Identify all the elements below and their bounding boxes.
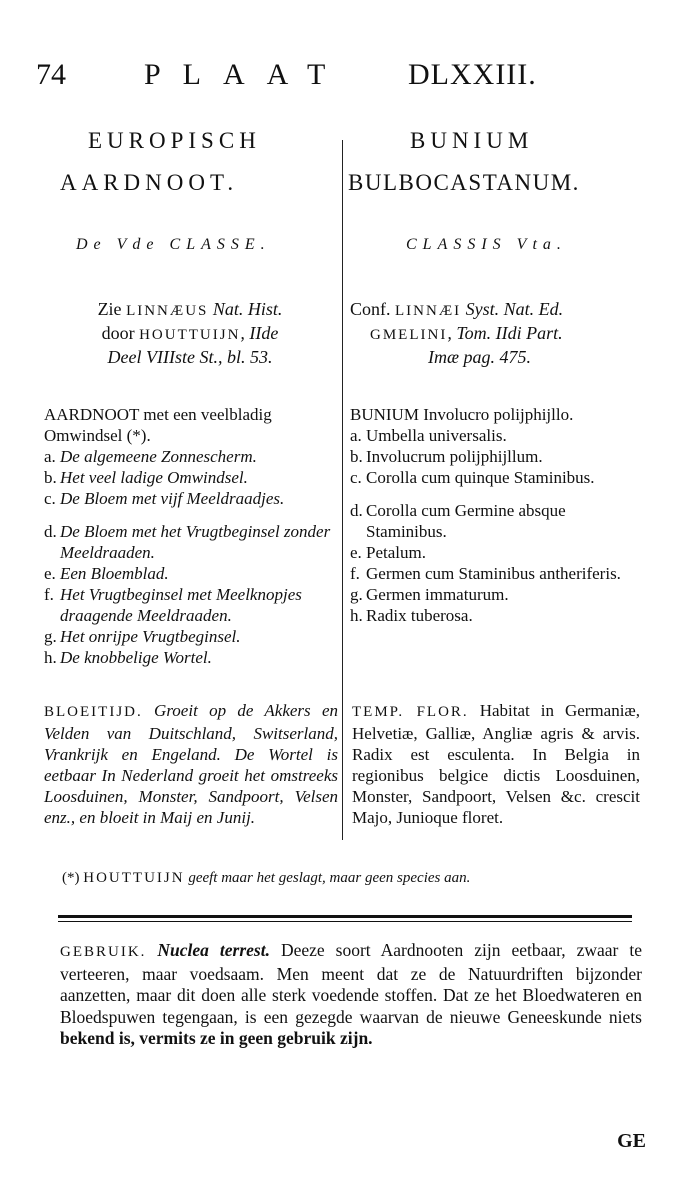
bloei-text: Groeit op de Akkers en Velden van Duitschland, Switserland, Vrankrijk en Engeland. De Wortel is eetbaar In Nederland groeit het omstreeks Loosduinen, Monster, Sandpoort, Velsen enz., en bloeit in Maij en Junij. <box>44 701 338 827</box>
left-list-item <box>44 563 336 584</box>
right-item-text: Radix tuberosa. <box>366 606 473 625</box>
right-item-letter: g. <box>350 585 363 604</box>
right-list-item <box>350 584 642 605</box>
right-title-line2: BULBOCASTANUM. <box>348 170 580 195</box>
left-item-text: De algemeene Zonnescherm. <box>60 447 257 466</box>
gebruik-latin: Nuclea terrest. <box>157 940 270 960</box>
left-list-item <box>44 446 336 467</box>
left-list-item <box>44 404 336 446</box>
right-item-text: Corolla cum Germine absque Staminibus. <box>366 501 566 541</box>
left-classe: De Vde CLASSE. <box>76 236 271 253</box>
right-list-item <box>350 563 642 584</box>
right-reference <box>350 298 642 368</box>
left-item-text: Een Bloemblad. <box>60 564 169 583</box>
right-item-letter: d. <box>350 501 363 520</box>
right-item-letter: f. <box>350 564 360 583</box>
left-ref-author: LINNÆUS <box>126 303 209 319</box>
right-item-letter: c. <box>350 468 362 487</box>
left-bloeitijd <box>44 700 338 828</box>
left-item-letter: b. <box>44 468 57 487</box>
left-ref2-author: HOUTTUIJN <box>139 327 241 343</box>
left-list-item <box>44 647 336 668</box>
right-ref2-post: , Tom. IIdi Part. <box>447 323 563 343</box>
right-ref3: Imæ pag. 475. <box>428 347 531 367</box>
left-item-text: Het veel ladige Omwindsel. <box>60 468 248 487</box>
right-list-item <box>350 425 642 446</box>
right-item-text: Petalum. <box>366 543 426 562</box>
right-ref-work: Syst. Nat. Ed. <box>465 299 564 319</box>
plate-label: PLAAT <box>144 58 348 91</box>
right-classis: CLASSIS Vta. <box>406 236 567 253</box>
left-item-text: De Bloem met het Vrugtbeginsel zonder Meeldraaden. <box>60 522 331 562</box>
left-item-text: Het Vrugtbeginsel met Meelknopjes draagende Meeldraaden. <box>60 585 302 625</box>
left-reference <box>44 298 336 368</box>
section-rule-thick <box>58 915 632 918</box>
left-title-line2: AARDNOOT. <box>60 170 239 195</box>
temp-text: Habitat in Germaniæ, Helvetiæ, Galliæ, Angliæ agris & arvis. Radix est esculenta. In Belgia in regionibus belgice dictis Loosduinen, Monster, Sandpoort, Velsen &c. crescit Majo, Junioque floret. <box>352 701 641 827</box>
left-list-item <box>44 521 336 563</box>
right-item-text: Germen cum Staminibus antheriferis. <box>366 564 621 583</box>
right-list-item <box>350 542 642 563</box>
right-list-item <box>350 446 642 467</box>
left-item-text: De knobbelige Wortel. <box>60 648 212 667</box>
right-item-text: Corolla cum quinque Staminibus. <box>366 468 595 487</box>
gebruik-text: Deeze soort Aardnooten zijn eetbaar, zwaar te verteeren, maar voedsaam. Men meent dat ze de Natuurdriften bijzonder aanzetten, maar dit doen alle sterk voedende stoffen. Dat ze het Bloedwateren en Bloedspuwen tegengaan, is een gezegde waarvan de nieuwe Geneeskunde niets <box>60 940 642 1027</box>
right-temp-flor <box>352 700 640 828</box>
temp-label: TEMP. FLOR. <box>352 704 469 720</box>
right-list-item <box>350 467 642 488</box>
right-item-text: Umbella universalis. <box>366 426 507 445</box>
running-header <box>36 58 636 98</box>
right-ref2-author: GMELINI <box>370 327 448 343</box>
bloei-label: BLOEITIJD. <box>44 704 143 720</box>
left-title-line1: EUROPISCH <box>88 128 261 153</box>
page-number: 74 <box>36 58 66 91</box>
right-item-letter: e. <box>350 543 362 562</box>
right-item-text: Involucrum polijphijllum. <box>366 447 543 466</box>
section-rule-thin <box>58 921 632 922</box>
left-ref-pre: Zie <box>97 299 122 319</box>
plate-number: DLXXIII. <box>408 58 537 91</box>
right-title-line1: BUNIUM <box>410 128 534 153</box>
left-list-item <box>44 584 336 626</box>
right-item-text: BUNIUM Involucro polijphijllo. <box>350 405 574 424</box>
footnote <box>62 870 470 887</box>
left-list-item <box>44 626 336 647</box>
right-item-letter: h. <box>350 606 363 625</box>
right-list-item <box>350 404 642 425</box>
left-figure-list <box>44 404 336 668</box>
gebruik-label: GEBRUIK. <box>60 944 147 960</box>
left-ref2-pre: door <box>101 323 135 343</box>
left-item-letter: f. <box>44 585 54 604</box>
left-item-letter: c. <box>44 489 56 508</box>
catchword: GE <box>617 1130 646 1152</box>
left-item-letter: a. <box>44 447 56 466</box>
left-item-letter: d. <box>44 522 57 541</box>
right-ref-pre: Conf. <box>350 299 391 319</box>
left-item-text: De Bloem met vijf Meeldraadjes. <box>60 489 285 508</box>
left-ref-work: Nat. Hist. <box>212 299 283 319</box>
left-item-text: AARDNOOT met een veelbladig Omwindsel (*). <box>44 405 272 445</box>
right-ref-author: LINNÆI <box>395 303 462 319</box>
footnote-author: HOUTTUIJN <box>83 870 185 886</box>
right-item-letter: b. <box>350 447 363 466</box>
right-item-text: Germen immaturum. <box>366 585 509 604</box>
left-ref2-post: , IIde <box>240 323 279 343</box>
gebruik-paragraph <box>60 940 642 1050</box>
left-item-text: Het onrijpe Vrugtbeginsel. <box>60 627 241 646</box>
footnote-text: geeft maar het geslagt, maar geen species aan. <box>188 870 471 886</box>
right-list-item <box>350 500 642 542</box>
left-list-item <box>44 488 336 509</box>
left-item-letter: g. <box>44 627 57 646</box>
left-ref3: Deel VIIIste St., bl. 53. <box>107 347 273 367</box>
right-figure-list <box>350 404 642 626</box>
left-list-item <box>44 467 336 488</box>
right-item-letter: a. <box>350 426 362 445</box>
footnote-mark: (*) <box>62 870 80 886</box>
left-item-letter: e. <box>44 564 56 583</box>
left-item-letter: h. <box>44 648 57 667</box>
column-divider <box>342 140 343 840</box>
right-list-item <box>350 605 642 626</box>
gebruik-bold-text: bekend is, vermits ze in geen gebruik zijn. <box>60 1028 373 1048</box>
